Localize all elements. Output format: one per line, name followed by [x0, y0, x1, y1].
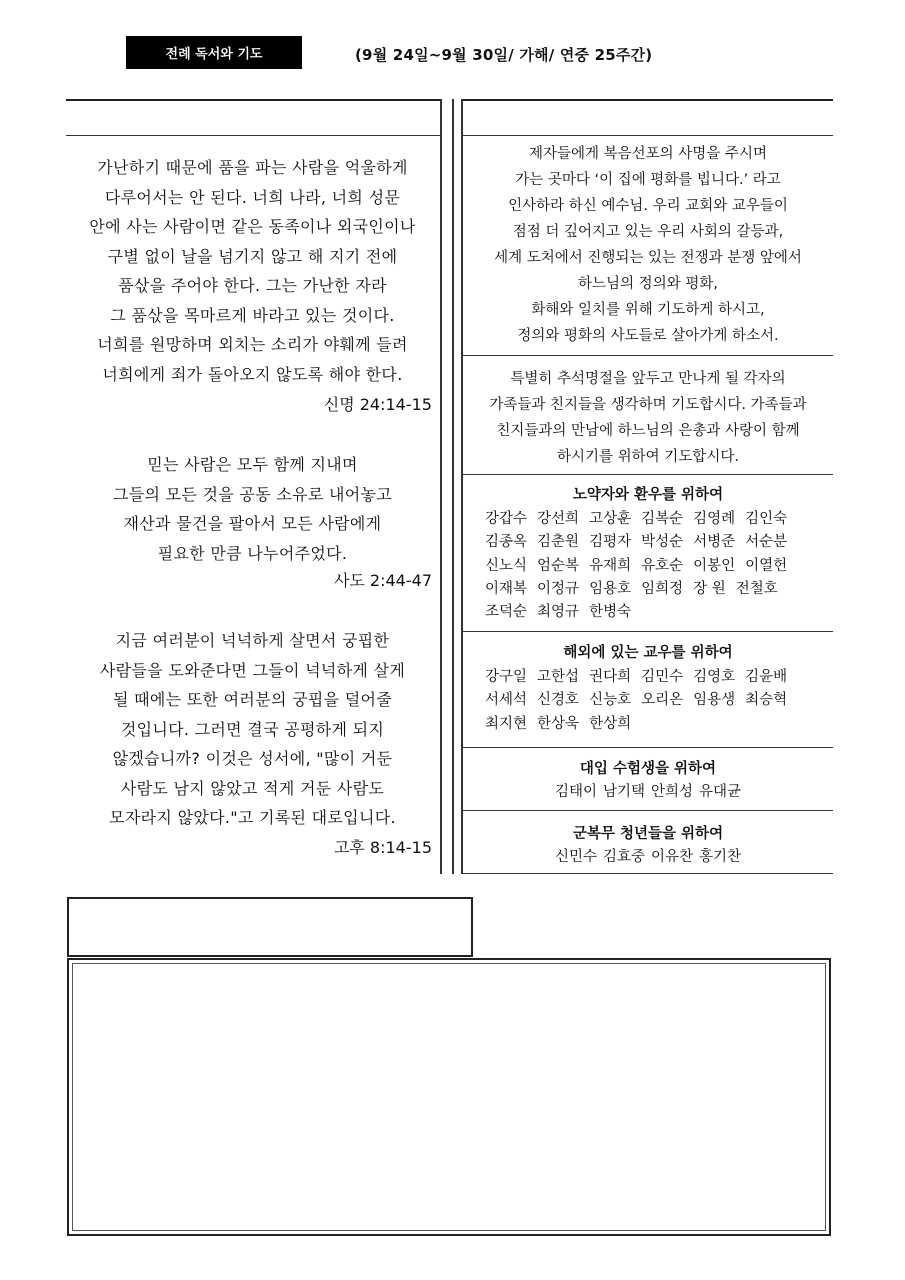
column-divider — [452, 99, 454, 874]
name-item: 엄순복 — [537, 557, 580, 574]
prayer-1 — [465, 141, 831, 349]
prayer-line: 하시기를 위하여 기도합시다. — [557, 449, 739, 465]
prayer-divider — [463, 355, 833, 356]
name-item: 고상훈 — [589, 511, 632, 527]
name-item: 홍기찬 — [699, 849, 742, 865]
intention-military — [463, 823, 833, 869]
intention-divider — [463, 810, 833, 811]
name-item: 유호순 — [641, 557, 684, 574]
bottom-content-box — [67, 958, 831, 1236]
name-item: 임용호 — [589, 580, 632, 597]
reading-line: 않겠습니까? 이것은 성서에, "많이 거둔 — [112, 749, 393, 768]
name-item: 임희정 — [641, 580, 684, 597]
prayer-line: 가는 곳마다 ‘이 집에 평화를 빕니다.’ 라고 — [515, 172, 781, 188]
reading-line: 그들의 모든 것을 공동 소유로 내어놓고 — [112, 484, 393, 504]
name-item: 서병준 — [693, 534, 736, 551]
name-item: 김평자 — [589, 534, 632, 551]
left-header-rule — [66, 135, 440, 136]
prayer-line: 세계 도처에서 진행되는 있는 전쟁과 분쟁 앞에서 — [494, 250, 802, 266]
reading-line: 모자라지 않았다."고 기록된 대로입니다. — [109, 808, 396, 827]
intention-sick — [463, 484, 833, 624]
name-list — [463, 664, 833, 736]
name-item: 김효중 — [602, 849, 645, 865]
reading-1-ref: 신명 24:14-15 — [323, 395, 432, 414]
intention-bottom-rule — [463, 873, 833, 874]
name-item: 이정규 — [537, 580, 580, 597]
intention-exam — [463, 758, 833, 804]
reading-1 — [70, 153, 435, 389]
prayer-line: 특별히 추석명절을 앞두고 만나게 될 각자의 — [510, 371, 786, 387]
intention-title: 군복무 청년들을 위하여 — [572, 826, 724, 842]
name-item: 이재복 — [485, 580, 528, 597]
bottom-title-box — [67, 897, 473, 957]
prayer-line: 화해와 일치를 위해 기도하게 하시고, — [531, 302, 765, 318]
name-item: 고한섭 — [537, 669, 580, 685]
prayer-line: 제자들에게 복음선포의 사명을 주시며 — [529, 146, 767, 162]
name-list — [463, 845, 833, 869]
name-item: 전철호 — [735, 580, 778, 597]
name-item: 이유찬 — [651, 849, 694, 865]
intention-title: 대입 수험생을 위하여 — [579, 761, 717, 777]
name-item: 한병숙 — [589, 604, 632, 621]
name-item: 강선희 — [537, 511, 580, 527]
name-item: 김복순 — [641, 511, 684, 527]
reading-line: 다루어서는 안 된다. 너희 나라, 너희 성문 — [104, 187, 401, 207]
reading-line: 재산과 물건을 팔아서 모든 사람에게 — [123, 514, 382, 533]
name-item: 임용생 — [693, 692, 736, 709]
name-item: 유대균 — [699, 784, 742, 800]
name-item: 이봉인 — [693, 557, 736, 574]
prayer-line: 정의와 평화의 사도들로 살아가게 하소서. — [517, 328, 779, 344]
prayer-line: 하느님의 정의와 평화, — [578, 276, 718, 292]
name-item: 한상욱 — [537, 715, 580, 732]
name-item: 최승혁 — [745, 692, 788, 709]
name-item: 김영호 — [693, 669, 736, 685]
name-item: 이열헌 — [745, 557, 788, 574]
intention-abroad — [463, 642, 833, 736]
name-item: 최지현 — [485, 715, 528, 732]
intention-title: 해외에 있는 교우를 위하여 — [563, 645, 733, 661]
prayer-2 — [465, 366, 831, 470]
reading-line: 구별 없이 날을 넘기지 않고 해 지기 전에 — [107, 246, 398, 266]
prayer-line: 가족들과 친지들을 생각하며 기도합시다. 가족들과 — [489, 397, 807, 413]
reading-line: 너희를 원망하며 외치는 소리가 야훼께 들려 — [97, 335, 408, 354]
prayer-line: 점점 더 깊어지고 있는 우리 사회의 갈등과, — [512, 224, 784, 240]
name-item: 장 원 — [693, 580, 726, 597]
name-item: 권다희 — [589, 669, 632, 685]
name-item: 김민수 — [641, 669, 684, 685]
right-header-rule — [463, 135, 833, 136]
reading-line: 너희에게 죄가 돌아오지 않도록 해야 한다. — [102, 364, 403, 384]
name-item: 남기택 — [602, 784, 645, 800]
reading-line: 그 품삯을 목마르게 바라고 있는 것이다. — [110, 305, 395, 325]
prayer-divider — [463, 474, 833, 475]
reading-line: 지금 여러분이 넉넉하게 살면서 궁핍한 — [115, 631, 390, 650]
name-item: 오리온 — [641, 692, 684, 709]
reading-3 — [70, 626, 435, 833]
name-item: 김인숙 — [745, 511, 788, 527]
name-item: 김영례 — [693, 511, 736, 527]
name-item: 최영규 — [537, 604, 580, 621]
name-item: 김종옥 — [485, 534, 528, 551]
name-item: 김윤배 — [745, 669, 788, 685]
name-item: 안희성 — [651, 784, 694, 800]
name-item: 신경호 — [537, 692, 580, 709]
reading-line: 믿는 사람은 모두 함께 지내며 — [147, 455, 358, 474]
name-item: 조덕순 — [485, 604, 528, 621]
name-item: 김춘원 — [537, 534, 580, 551]
reading-line: 될 때에는 또한 여러분의 궁핍을 덜어줄 — [112, 690, 393, 709]
name-item: 유재희 — [589, 557, 632, 574]
name-item: 신노식 — [485, 557, 528, 574]
right-top-rule — [463, 99, 833, 101]
reading-line: 것입니다. 그러면 결국 공평하게 되지 — [120, 719, 385, 739]
reading-line: 사람들을 도와준다면 그들이 넉넉하게 살게 — [99, 660, 406, 680]
reading-line: 가난하기 때문에 품을 파는 사람을 억울하게 — [97, 158, 408, 177]
name-item: 한상희 — [589, 715, 632, 732]
reading-line: 안에 사는 사람이면 같은 동족이나 외국인이나 — [89, 217, 416, 236]
prayer-line: 인사하라 하신 예수님. 우리 교회와 교우들이 — [508, 198, 788, 214]
name-item: 강구일 — [485, 669, 528, 685]
name-item: 박성순 — [641, 534, 684, 551]
week-subtitle: (9월 24일~9월 30일/ 가해/ 연중 25주간) — [355, 46, 653, 64]
section-label: 전례 독서와 기도 — [126, 36, 302, 69]
name-item: 신민수 — [554, 849, 597, 865]
prayer-line: 친지들과의 만남에 하느님의 은총과 사랑이 함께 — [496, 423, 800, 439]
reading-2 — [70, 450, 435, 568]
name-item: 김태이 — [554, 784, 597, 800]
name-list — [463, 780, 833, 804]
reading-3-ref: 고후 8:14-15 — [333, 838, 432, 857]
name-item: 서세석 — [485, 692, 528, 709]
intention-divider — [463, 747, 833, 748]
reading-line: 사람도 남지 않았고 적게 거둔 사람도 — [120, 778, 385, 798]
left-column-border — [440, 99, 442, 874]
reading-line: 필요한 만큼 나누어주었다. — [157, 543, 348, 563]
reading-2-ref: 사도 2:44-47 — [333, 571, 432, 590]
name-list — [463, 506, 833, 624]
name-item: 서순분 — [745, 534, 788, 551]
name-item: 신능호 — [589, 692, 632, 709]
reading-line: 품삯을 주어야 한다. 그는 가난한 자라 — [118, 276, 387, 295]
intention-divider — [463, 631, 833, 632]
name-item: 강갑수 — [485, 511, 528, 527]
left-top-rule — [66, 99, 440, 101]
intention-title: 노약자와 환우를 위하여 — [572, 487, 724, 503]
